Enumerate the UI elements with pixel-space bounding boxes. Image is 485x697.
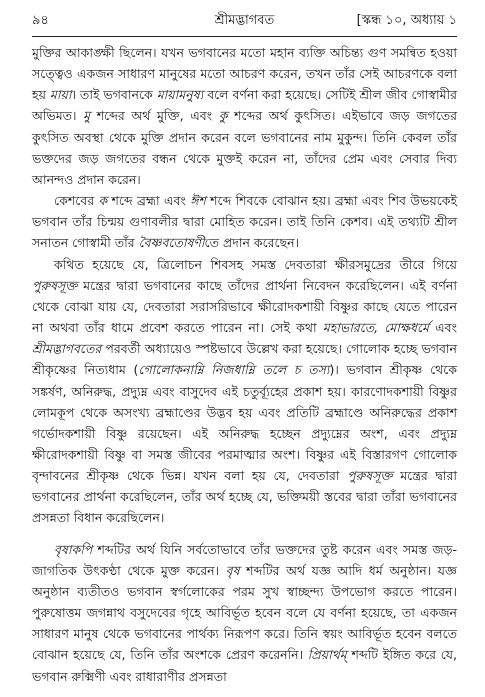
italic-term: মায়ামনুষ্য [156, 87, 204, 103]
paragraph-gap [32, 529, 457, 539]
italic-term: কু [218, 108, 228, 124]
paragraph [32, 190, 457, 253]
paragraph [32, 254, 457, 529]
text-run: শব্দটির অর্থ যজ্ঞ আদি ধর্ম অনুষ্ঠান। যজ্ঞ অনুষ্ঠান ব্যতীতও ভগবান স্বর্গলোকের পরম সুখ স্বাচ্ছন্দ্য উপভোগ করতে পারেন। পুরুষোত্তম জগন্নাথ বসুদেবের গৃহে আবির্ভূত হবেন বলে যে বর্ণনা হয়েছে, তা একজন সাধারণ মানুষ থেকে ভগবানের পার্থক্য নিরূপণ করে। তিনি স্বয়ং আবির্ভূত হবেন বলতে বোঝান হয়েছে যে, তিনি তাঁর অংশকে প্রেরণ করেননি। [32, 562, 457, 663]
italic-term: পুরুষসূক্ত [347, 468, 393, 484]
text-run: শব্দের অর্থ কুৎসিত। এইভাবে জড় জগতের কুৎসিত অবস্থা থেকে মুক্তি প্রদান করেন বলে ভগবানের নাম মুকুন্দ। তিনি কেবল তাঁর ভক্তদের জড় জগতের বন্ধন থেকে মুক্তই করেন না, তাঁদের প্রেম এবং সেবার দিব্য আনন্দও প্রদান করেন। [32, 108, 457, 187]
italic-term: মহাভারতে, মোক্ষধর্মে [322, 320, 429, 336]
text-run: শব্দটির অর্থ যিনি সর্বতোভাবে তাঁর ভক্তদের তুষ্ট করেন এবং সমস্ত জড়-জাগতিক উৎকণ্ঠা থেকে মুক্ত করেন। [32, 541, 457, 578]
italic-term: বৃষ [225, 562, 240, 578]
body-text [32, 42, 457, 687]
italic-term: মায়া [49, 87, 72, 103]
text-run: তে প্রদান করেছেন। [204, 235, 300, 251]
italic-term: মু [83, 108, 91, 124]
italic-term: বৃষাকপি [54, 541, 93, 557]
text-run: শব্দের অর্থ মুক্তি, এবং [90, 108, 219, 124]
text-run: কেশবের [54, 193, 99, 209]
page-number: ৯৪ [32, 13, 49, 28]
text-run: মন্ত্রের দ্বারা ভগবানের কাছে তাঁদের প্রার্থনা নিবেদন করেছিলেন। এই বর্ণনা থেকে বোঝা যায় যে, দেবতারা সরাসরিভাবে ক্ষীরোদকশায়ী বিষ্ণুর কাছে যেতে পারেন না অথবা তাঁর ধামে প্রবেশ করতে পারেন না। সেই কথা [32, 277, 457, 336]
text-run: মন্ত্রের দ্বারা ভগবানের প্রার্থনা করেছিলেন, তাঁর অর্থ হচ্ছে যে, ভক্তিময়ী স্তবের দ্বারা তাঁরা ভগবানের প্রসন্নতা বিধান করেছিলেন। [32, 468, 457, 526]
text-run: বলে বর্ণনা করা হয়েছে। সেটিই শ্রীল জীব গোস্বামীর অভিমত। [32, 87, 458, 124]
text-run: শব্দে শিবকে বোঝান হয়। ব্রহ্মা এবং শিব উভয়কেই ভগবান তাঁর চিন্ময় গুণাবলীর দ্বারা মোহিত করেন। তাই তিনি কেশব। এই তথ্যটি শ্রীল সনাতন গোস্বামী তাঁর [32, 193, 457, 251]
header-rule [32, 36, 457, 37]
italic-term: বৈষ্ণবতোষণী [138, 235, 205, 251]
text-run: এবং [428, 320, 457, 336]
italic-term: গোলোকনাম্নি নিজধাম্নি তলে চ তস্য [138, 362, 330, 378]
text-run: মুক্তির আকাঙ্ক্ষী ছিলেন। যখন ভগবানের মতো মহান ব্যক্তি অচিন্ত্য গুণ সমন্বিত হওয়া সত্ত্বেও একজন সাধারণ মানুষের মতো আচরণ করেন, তখন তাঁর সেই আচরণকে বলা হয় [32, 45, 457, 103]
text-run: কথিত হয়েছে যে, ত্রিলোচন শিবসহ সমস্ত দেবতারা ক্ষীরসমুদ্রের তীরে গিয়ে [54, 256, 457, 272]
paragraph [32, 539, 457, 687]
running-title: শ্রীমদ্ভাগবত [214, 13, 275, 28]
italic-term: প্রিয়ার্থম্ [307, 647, 347, 663]
text-run: । তাই ভগবানকে [71, 87, 157, 103]
italic-term: ক [98, 193, 108, 209]
section-reference: [স্কন্ধ ১০, অধ্যায় ১ [356, 13, 457, 28]
text-run: শব্দে ব্রহ্মা এবং [107, 193, 191, 209]
paragraph [32, 42, 457, 190]
italic-term: শ্রীমদ্ভাগবতের [32, 341, 102, 357]
page-header [32, 10, 457, 32]
italic-term: ঈশ [190, 193, 206, 209]
text-run: )। ভগবান শ্রীকৃষ্ণ থেকে সঙ্কর্ষণ, অনিরুদ্ধ, প্রদ্যুম্ন এবং বাসুদেব এই চতুর্ব্যূহের প্রকাশ হয়। কারণোদকশায়ী বিষ্ণুর লোমকূপ থেকে অসংখ্য ব্রহ্মাণ্ডের উদ্ভব হয় এবং প্রতিটি ব্রহ্মাণ্ডে অনিরুদ্ধের প্রকাশ গর্ভোদকশায়ী বিষ্ণু রয়েছেন। এই অনিরুদ্ধ হচ্ছেন প্রদ্যুম্নের অংশ, এবং প্রদ্যুম্ন ক্ষীরোদকশায়ী বিষ্ণু বা সমস্ত জীবের পরমাত্মার অংশ। বিষ্ণুর এই বিস্তারগণ গোলোক বৃন্দাবনের শ্রীকৃষ্ণ থেকে ভিন্ন। যখন বলা হয় যে, দেবতারা [32, 362, 457, 484]
text-run: শব্দটি ইঙ্গিত করে যে, ভগবান রুক্মিণী এবং রাধারাণীর প্রসন্নতা [32, 647, 457, 684]
italic-term: পুরুষসূক্ত [32, 277, 78, 293]
text-run: পরবর্তী অধ্যায়েও স্পষ্টভাবে উল্লেখ করা হয়েছে। গোলোক হচ্ছে ভগবান শ্রীকৃষ্ণের নিত্যধাম ( [32, 341, 457, 378]
